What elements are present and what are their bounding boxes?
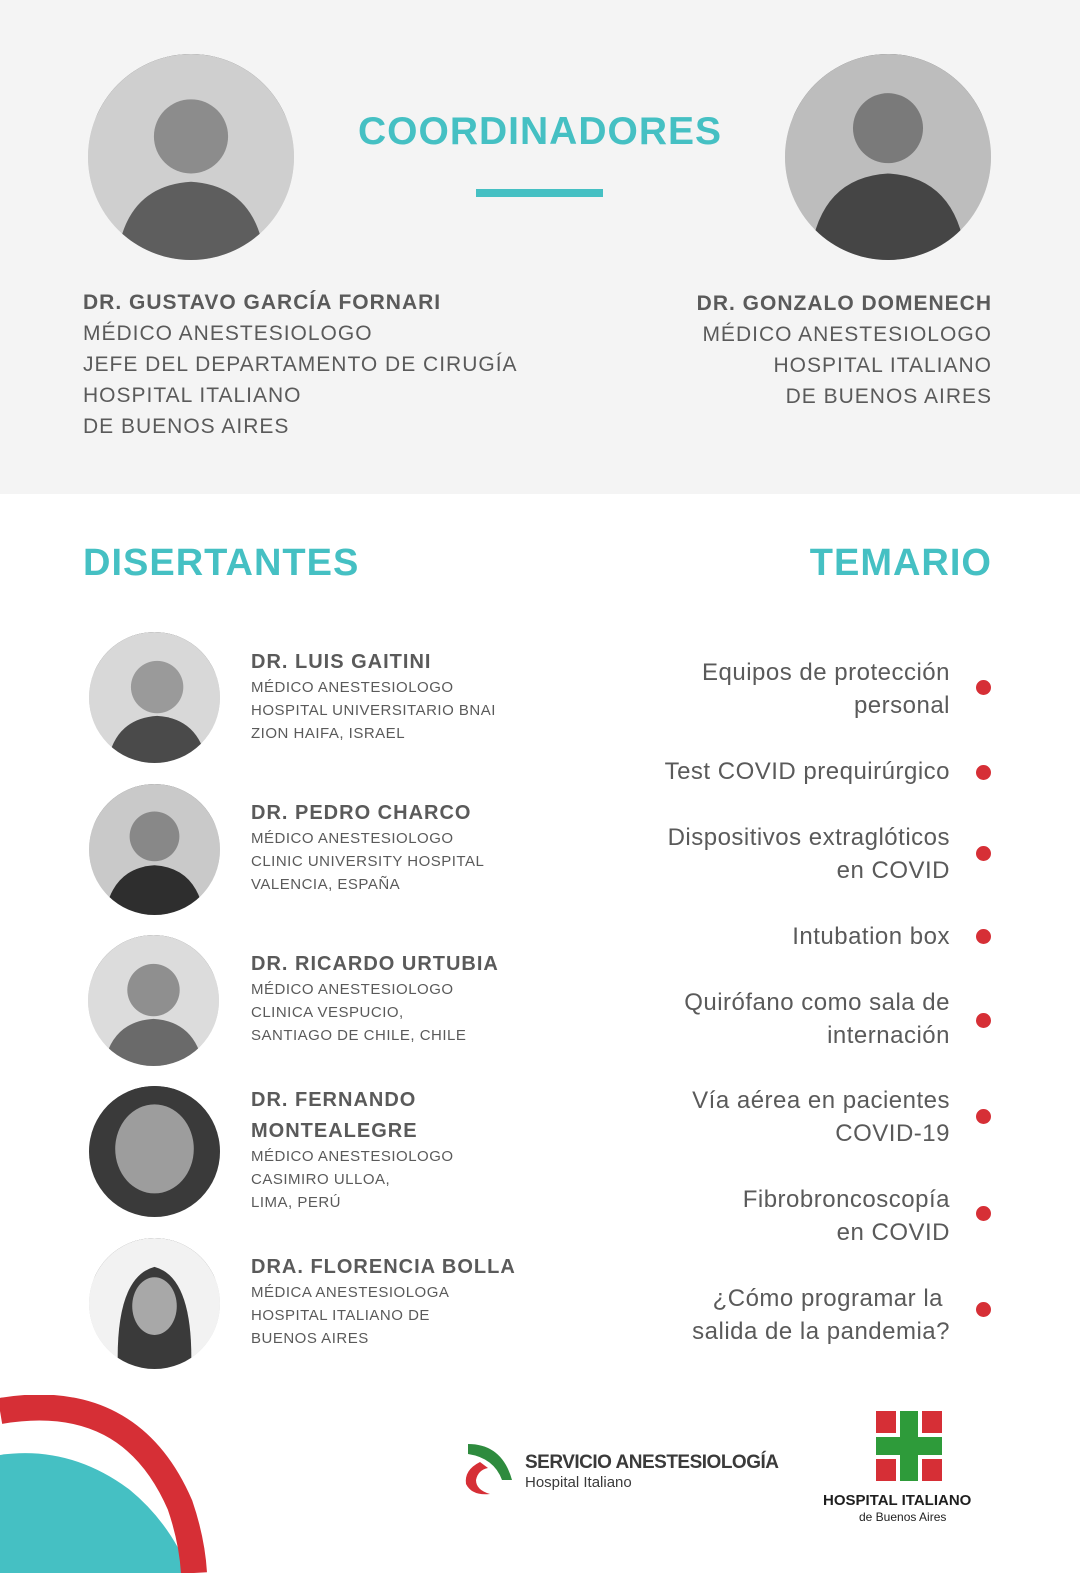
speaker-name: DR. PEDRO CHARCO — [251, 802, 472, 824]
speaker-photo — [89, 1238, 220, 1369]
speaker-detail: VALENCIA, ESPAÑA — [251, 876, 401, 893]
speaker-name: DRA. FLORENCIA BOLLA — [251, 1256, 516, 1278]
agenda-line: Intubation box — [792, 923, 950, 950]
coordinator-name: DR. GONZALO DOMENECH — [696, 292, 992, 315]
speaker-name: DR. LUIS GAITINI — [251, 651, 432, 673]
coordinator-photo-left — [88, 54, 294, 260]
agenda-line: Test COVID prequirúrgico — [664, 758, 950, 785]
speaker-name: DR. FERNANDO MONTEALEGRE — [251, 1089, 418, 1142]
speaker-photo — [88, 935, 219, 1066]
agenda-item — [563, 1282, 950, 1348]
agenda-line: salida de la pandemia? — [692, 1318, 950, 1345]
speaker-photo — [89, 1086, 220, 1217]
speaker-detail: MÉDICA ANESTESIOLOGA — [251, 1284, 450, 1301]
person-silhouette-icon — [89, 1238, 220, 1369]
agenda-title: TEMARIO — [809, 542, 992, 584]
coordinator-photo-right — [785, 54, 991, 260]
person-silhouette-icon — [89, 1086, 220, 1217]
coordinator-line: DE BUENOS AIRES — [83, 415, 290, 438]
agenda-line: Equipos de protección — [702, 659, 950, 686]
speaker-detail: MÉDICO ANESTESIOLOGO — [251, 679, 454, 696]
speaker-detail: LIMA, PERÚ — [251, 1194, 342, 1211]
bullet-dot-icon — [976, 1206, 991, 1221]
hospital-name: HOSPITAL ITALIANO — [823, 1492, 972, 1509]
speaker-detail: ZION HAIFA, ISRAEL — [251, 725, 406, 742]
coordinator-left-info — [83, 287, 518, 442]
coordinator-line: DE BUENOS AIRES — [785, 385, 992, 408]
agenda-line: en COVID — [836, 857, 950, 884]
coordinator-line: MÉDICO ANESTESIOLOGO — [702, 323, 992, 346]
agenda-item — [570, 1183, 950, 1249]
speaker-detail: MÉDICO ANESTESIOLOGO — [251, 981, 454, 998]
agenda-item — [570, 986, 950, 1052]
bullet-dot-icon — [976, 1109, 991, 1124]
agenda-line: en COVID — [836, 1219, 950, 1246]
person-silhouette-icon — [89, 784, 220, 915]
speaker-detail: HOSPITAL UNIVERSITARIO BNAI — [251, 702, 496, 719]
bullet-dot-icon — [976, 680, 991, 695]
agenda-line: COVID-19 — [835, 1120, 950, 1147]
speaker-photo — [89, 632, 220, 763]
agenda-item — [570, 821, 950, 887]
person-silhouette-icon — [785, 54, 991, 260]
coordinator-line: HOSPITAL ITALIANO — [83, 384, 302, 407]
agenda-item — [570, 1084, 950, 1150]
bullet-dot-icon — [976, 846, 991, 861]
service-subtitle: Hospital Italiano — [525, 1474, 632, 1491]
agenda-line: internación — [827, 1022, 950, 1049]
speaker-detail: BUENOS AIRES — [251, 1330, 369, 1347]
speaker-detail: CLINICA VESPUCIO, — [251, 1004, 404, 1021]
speaker-detail: MÉDICO ANESTESIOLOGO — [251, 1148, 454, 1165]
speaker-detail: CASIMIRO ULLOA, — [251, 1171, 391, 1188]
speakers-title: DISERTANTES — [83, 542, 360, 584]
speaker-detail: HOSPITAL ITALIANO DE — [251, 1307, 430, 1324]
speaker-detail: SANTIAGO DE CHILE, CHILE — [251, 1027, 467, 1044]
agenda-line: Fibrobroncoscopía — [742, 1186, 950, 1213]
speaker-detail: CLINIC UNIVERSITY HOSPITAL — [251, 853, 485, 870]
agenda-line: Vía aérea en pacientes — [692, 1087, 950, 1114]
bullet-dot-icon — [976, 929, 991, 944]
hospital-cross-logo-icon — [876, 1411, 942, 1481]
coordinator-right-info — [697, 288, 992, 412]
agenda-item — [570, 656, 950, 722]
bullet-dot-icon — [976, 1013, 991, 1028]
coordinator-line: MÉDICO ANESTESIOLOGO — [83, 322, 373, 345]
decorative-arcs — [0, 1395, 260, 1573]
agenda-item — [570, 920, 950, 953]
coordinator-name: DR. GUSTAVO GARCÍA FORNARI — [83, 291, 442, 314]
agenda-line: Quirófano como sala de — [684, 989, 950, 1016]
hospital-subtitle: de Buenos Aires — [859, 1510, 947, 1524]
bullet-dot-icon — [976, 765, 991, 780]
coordinator-line: JEFE DEL DEPARTAMENTO DE CIRUGÍA — [83, 353, 518, 376]
coordinators-title: COORDINADORES — [357, 110, 723, 153]
person-silhouette-icon — [88, 54, 294, 260]
coordinator-line: HOSPITAL ITALIANO — [773, 354, 992, 377]
speaker-detail: MÉDICO ANESTESIOLOGO — [251, 830, 454, 847]
agenda-line: personal — [853, 692, 950, 719]
agenda-item — [570, 755, 950, 788]
title-divider — [476, 189, 603, 197]
bullet-dot-icon — [976, 1302, 991, 1317]
service-name: SERVICIO ANESTESIOLOGÍA — [525, 1452, 779, 1473]
agenda-line: ¿Cómo programar la — [712, 1285, 943, 1312]
speaker-name: DR. RICARDO URTUBIA — [251, 953, 499, 975]
person-silhouette-icon — [89, 632, 220, 763]
speaker-photo — [89, 784, 220, 915]
service-logo-icon — [462, 1440, 520, 1498]
person-silhouette-icon — [88, 935, 219, 1066]
agenda-line: Dispositivos extraglóticos — [667, 824, 950, 851]
